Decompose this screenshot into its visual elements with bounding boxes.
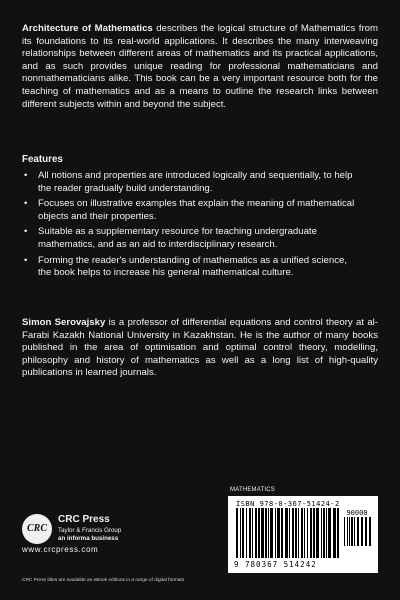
publisher-group: Taylor & Francis Group — [58, 527, 122, 534]
bullet-icon: • — [24, 254, 28, 266]
bullet-icon: • — [24, 170, 28, 181]
feature-item: • Forming the reader's understanding of mathematics as a unified science, the book helps to increase his general mathematical culture. — [24, 254, 347, 279]
feature-item: • All notions and properties are introduced logically and sequentially, to help the reader gradually build understanding. — [24, 170, 353, 194]
publisher-logo — [22, 512, 132, 562]
feature-item: • Focuses on illustrative examples that explain the meaning of mathematical objects and their properties. — [24, 198, 355, 222]
bullet-icon: • — [24, 198, 28, 210]
barcode — [228, 496, 378, 573]
ebook-footnote: CRC Press titles are available as eBook editions in a range of digital formats — [22, 578, 185, 583]
publisher-url: www.crcpress.com — [22, 545, 99, 554]
price-code: 90000 — [346, 509, 368, 517]
price-barcode — [342, 508, 372, 548]
features-heading: Features — [22, 154, 63, 165]
intro-paragraph — [22, 23, 378, 111]
publisher-informa: an informa business — [58, 535, 119, 542]
features-list — [22, 170, 360, 283]
publisher-name: CRC Press — [58, 514, 110, 525]
author-name: Simon Serovajsky — [22, 317, 106, 328]
author-bio — [22, 317, 378, 380]
barcode-number: 9 780367 514242 — [234, 560, 317, 569]
bullet-icon: • — [24, 226, 28, 238]
isbn-text: ISBN 978-0-367-51424-2 — [236, 500, 340, 508]
book-title: Architecture of Mathematics — [22, 23, 153, 34]
crc-logo-icon: CRC — [22, 514, 52, 544]
intro-text: describes the logical structure of Mathematics from its foundations to its real-world applications. It describes the many interweaving relationships between different areas of mathematics and its practical applications, and as such provides unique reading for professional mathematicians and nonmathematicians alike. This book can be a very important resource both for the teaching of mathematics and as a means to outline the research links between different subjects within and beyond the subject. — [22, 23, 378, 110]
author-text: is a professor of differential equations and control theory at al-Farabi Kazakh National University in Kazakhstan. He is the author of many books published in the area of optimisation and optimal control theory, modelling, philosophy and history of mathematics as well as a long list of high-quality publications in learned journals. — [22, 317, 379, 379]
feature-item: • Suitable as a supplementary resource for teaching undergraduate mathematics, and as an aid to interdisciplinary research. — [24, 226, 317, 250]
subject-label: MATHEMATICS — [230, 487, 275, 493]
